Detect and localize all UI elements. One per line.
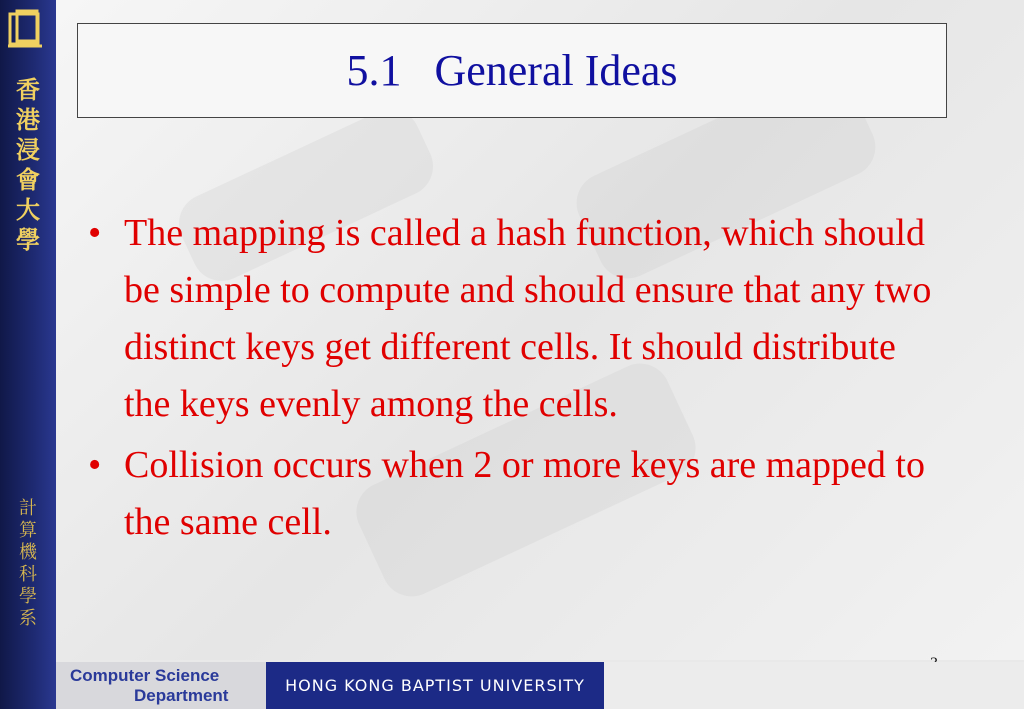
bullet-dot-icon: • bbox=[88, 444, 102, 486]
dept-char: 算 bbox=[19, 520, 37, 541]
univ-char: 學 bbox=[16, 226, 40, 254]
dept-char: 計 bbox=[19, 498, 37, 519]
department-name-vertical bbox=[0, 500, 56, 632]
univ-char: 大 bbox=[16, 196, 40, 224]
bullet-item bbox=[88, 205, 938, 433]
slide-title: 5.1 General Ideas bbox=[346, 46, 678, 95]
univ-char: 浸 bbox=[16, 136, 40, 164]
dept-char: 機 bbox=[19, 542, 37, 563]
bullet-text: The mapping is called a hash function, which should be simple to compute and should ensure that any two distinct keys get different cells. It should distribute the keys evenly among the cells. bbox=[124, 212, 932, 425]
dept-char: 系 bbox=[19, 608, 37, 629]
sidebar-band bbox=[0, 0, 56, 709]
bullet-dot-icon: • bbox=[88, 212, 102, 254]
univ-char: 港 bbox=[16, 106, 40, 134]
title-box bbox=[77, 23, 947, 118]
dept-char: 科 bbox=[19, 564, 37, 585]
bullet-item bbox=[88, 437, 938, 551]
dept-line-1: Computer Science bbox=[70, 666, 220, 685]
univ-char: 香 bbox=[16, 76, 40, 104]
univ-char: 會 bbox=[16, 166, 40, 194]
bullet-text: Collision occurs when 2 or more keys are mapped to the same cell. bbox=[124, 444, 925, 543]
bullet-list bbox=[88, 205, 938, 555]
dept-line-2: Department bbox=[134, 686, 229, 705]
university-footer-banner bbox=[266, 662, 604, 709]
footer-tail bbox=[604, 662, 1024, 709]
university-logo-icon bbox=[4, 8, 48, 50]
university-name: HONG KONG BAPTIST UNIVERSITY bbox=[285, 676, 585, 695]
dept-char: 學 bbox=[19, 586, 37, 607]
department-footer bbox=[56, 662, 266, 709]
university-name-vertical bbox=[0, 78, 56, 258]
